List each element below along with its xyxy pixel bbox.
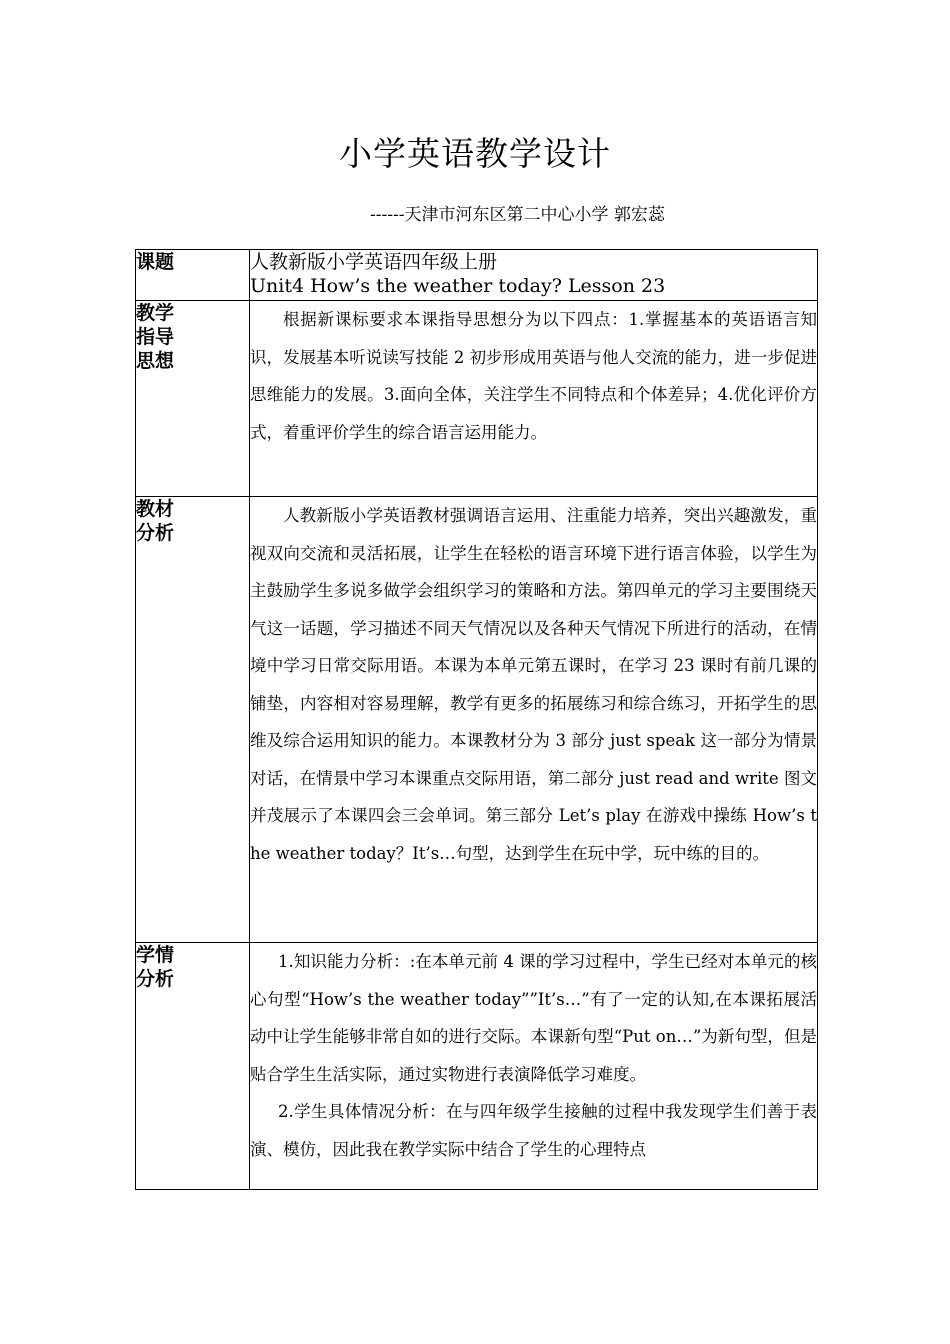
- guiding-text-cell: [250, 301, 818, 497]
- material-paragraph: 人教新版小学英语教材强调语言运用、注重能力培养，突出兴趣激发，重视双向交流和灵活拓展，让学生在轻松的语言环境下进行语言体验，以学生为主鼓励学生多说多做学会组织学习的策略和方法。第四单元的学习主要围绕天气这一话题，学习描述不同天气情况以及各种天气情况下所进行的活动，在情境中学习日常交际用语。本课为本单元第五课时，在学习 23 课时有前几课的铺垫，内容相对容易理解，教学有更多的拓展练习和综合练习，开拓学生的思维及综合运用知识的能力。本课教材分为 3 部分 just speak 这一部分为情景对话，在情景中学习本课重点交际用语，第二部分 just read and write 图文并茂展示了本课四会三会单词。第三部分 Let’s play 在游戏中操练 How’s the weather today？It’s…句型，达到学生在玩中学，玩中练的目的。: [250, 506, 817, 863]
- guiding-paragraph: 根据新课标要求本课指导思想分为以下四点：1.掌握基本的英语语言知识，发展基本听说读写技能 2 初步形成用英语与他人交流的能力，进一步促进思维能力的发展。3.面向全体，关注学生不同特点和个体差异；4.优化评价方式，着重评价学生的综合语言运用能力。: [250, 310, 817, 442]
- course-label: 课题: [136, 250, 250, 301]
- learner-text-cell: [250, 943, 818, 1190]
- material-text-cell: [250, 497, 818, 943]
- material-label: 教材 分析: [136, 497, 250, 943]
- table-row-guiding: [136, 301, 818, 497]
- document-title: 小学英语教学设计: [339, 134, 611, 173]
- course-cell: [250, 250, 818, 301]
- table-row-learner: [136, 943, 818, 1190]
- guiding-label: 教学 指导 思想: [136, 301, 250, 497]
- learner-label: 学情 分析: [136, 943, 250, 1190]
- lesson-design-table: [135, 249, 818, 1190]
- table-row-material: [136, 497, 818, 943]
- table-row-course: [136, 250, 818, 301]
- learner-paragraph-1: 1.知识能力分析：:在本单元前 4 课的学习过程中，学生已经对本单元的核心句型“How’s the weather today””It’s…”有了一定的认知,在本课拓展活动中让学生能够非常自如的进行交际。本课新句型“Put on…”为新句型，但是贴合学生生活实际，通过实物进行表演降低学习难度。: [250, 952, 817, 1084]
- course-textbook: 人教新版小学英语四年级上册: [250, 251, 498, 273]
- course-unit: Unit4 How’s the weather today? Lesson 23: [250, 275, 666, 297]
- author-line: ------天津市河东区第二中心小学 郭宏蕊: [370, 205, 665, 225]
- learner-paragraph-2: 2.学生具体情况分析：在与四年级学生接触的过程中我发现学生们善于表演、模仿，因此我在教学实际中结合了学生的心理特点: [250, 1102, 817, 1159]
